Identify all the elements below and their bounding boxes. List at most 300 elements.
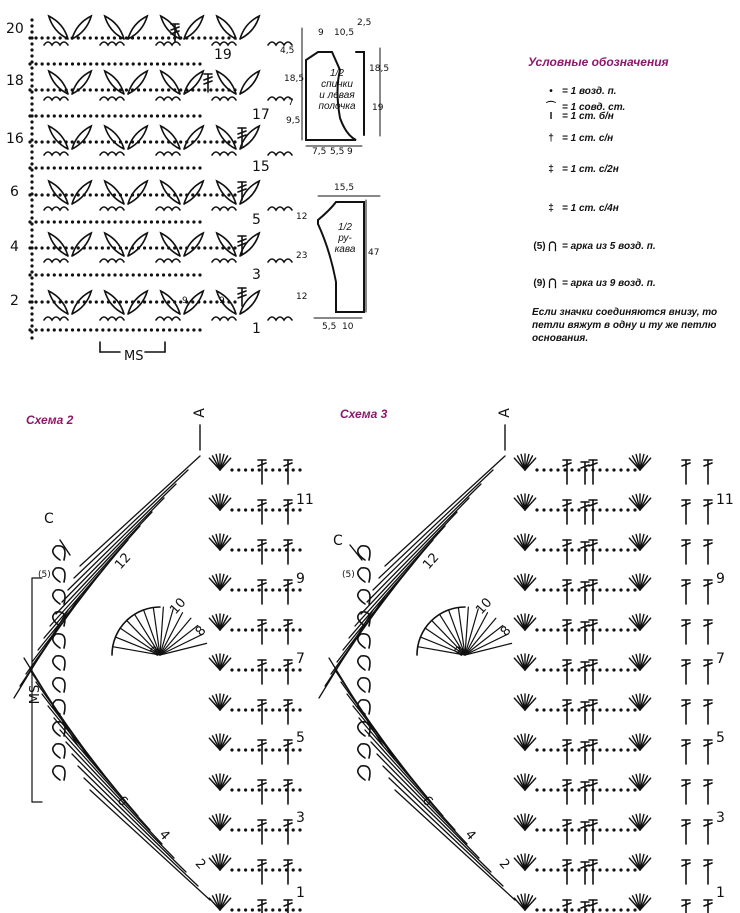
chain-stitch <box>549 548 552 551</box>
chain-stitch <box>619 628 622 631</box>
chain-icon: • <box>549 86 553 97</box>
chain-stitch <box>30 270 33 273</box>
chain-stitch <box>577 628 580 631</box>
chain-stitch <box>209 140 212 143</box>
scallop-arch <box>44 97 68 100</box>
chain-stitch <box>71 273 74 276</box>
chain-stitch <box>591 668 594 671</box>
row-number-20: 20 <box>6 21 24 37</box>
arch-leaf <box>128 126 147 149</box>
chain-stitch <box>34 62 37 65</box>
chain-stitch <box>198 114 201 117</box>
arch-5-icon: (5) ⋂ <box>533 241 557 252</box>
chain-stitch <box>626 748 629 751</box>
chain-stitch <box>251 908 254 911</box>
arch-leaf <box>49 16 68 39</box>
chain-stitch <box>101 140 104 143</box>
chain-stitch <box>203 140 206 143</box>
chain-stitch <box>198 328 201 331</box>
chain-stitch <box>83 273 86 276</box>
dc-row-diagonal <box>383 766 491 872</box>
chain-stitch <box>107 220 110 223</box>
chain-stitch <box>598 708 601 711</box>
arch-5 <box>53 766 65 780</box>
chain-stitch <box>535 708 538 711</box>
chain-stitch <box>77 246 80 249</box>
chain-stitch <box>101 88 104 91</box>
row-number: 1 <box>296 885 305 901</box>
chain-stitch <box>83 328 86 331</box>
dc-row-diagonal <box>389 778 503 886</box>
arch-label: (5) <box>38 570 51 580</box>
chain-stitch <box>40 193 43 196</box>
chain-stitch <box>626 548 629 551</box>
dc-row-diagonal <box>371 742 467 844</box>
arch-9-icon: (9) ⋂ <box>533 278 557 289</box>
chain-stitch <box>30 204 33 207</box>
chain-stitch <box>577 588 580 591</box>
arch-leaf <box>161 233 180 256</box>
chain-stitch <box>278 788 281 791</box>
chain-stitch <box>619 708 622 711</box>
chain-stitch <box>285 708 288 711</box>
arch-leaf <box>49 126 68 149</box>
chain-stitch <box>244 868 247 871</box>
arch-count-label: 9 <box>219 296 225 306</box>
chain-stitch <box>30 48 33 51</box>
repeat-ms-label: MS <box>124 349 144 364</box>
chain-stitch <box>591 788 594 791</box>
row-number: 1 <box>716 885 725 901</box>
chain-stitch <box>271 748 274 751</box>
chain-stitch <box>95 246 98 249</box>
chain-stitch <box>612 748 615 751</box>
chain-stitch <box>40 88 43 91</box>
dim-label: 4,5 <box>280 46 295 56</box>
chain-stitch <box>95 193 98 196</box>
chain-stitch <box>40 140 43 143</box>
chain-stitch <box>258 908 261 911</box>
chain-stitch <box>46 246 49 249</box>
chain-stitch <box>535 548 538 551</box>
chain-stitch <box>570 708 573 711</box>
chain-stitch <box>278 748 281 751</box>
chain-stitch <box>605 868 608 871</box>
chain-stitch <box>230 468 233 471</box>
chain-stitch <box>138 273 141 276</box>
chain-stitch <box>619 748 622 751</box>
chain-stitch <box>258 748 261 751</box>
chain-stitch <box>30 66 33 69</box>
dim-label: 9,5 <box>286 116 301 126</box>
chain-stitch <box>53 273 56 276</box>
chain-stitch <box>144 273 147 276</box>
chain-stitch <box>633 788 636 791</box>
chain-stitch <box>41 114 44 117</box>
arch-label: (5) <box>342 570 355 580</box>
chain-stitch <box>71 220 74 223</box>
chain-stitch <box>144 328 147 331</box>
chain-stitch <box>30 42 33 45</box>
chain-stitch <box>162 114 165 117</box>
scheme-3-title: Схема 3 <box>340 407 388 421</box>
chain-stitch <box>179 246 182 249</box>
chain-stitch <box>186 166 189 169</box>
fan-stitch <box>465 613 488 655</box>
chain-stitch <box>125 193 128 196</box>
chain-stitch <box>46 193 49 196</box>
chain-stitch <box>271 908 274 911</box>
chain-stitch <box>230 668 233 671</box>
chain-stitch <box>577 668 580 671</box>
chain-stitch <box>271 548 274 551</box>
chain-stitch <box>237 788 240 791</box>
chain-stitch <box>150 114 153 117</box>
scallop-arch <box>44 317 68 320</box>
scallop-arch <box>100 207 124 210</box>
chain-stitch <box>95 140 98 143</box>
chain-stitch <box>83 114 86 117</box>
chain-stitch <box>47 62 50 65</box>
scallop-arch <box>156 42 180 45</box>
chain-stitch <box>47 273 50 276</box>
chain-stitch <box>605 788 608 791</box>
chain-stitch <box>40 36 43 39</box>
chain-stitch <box>251 868 254 871</box>
chain-stitch <box>119 114 122 117</box>
chain-stitch <box>143 36 146 39</box>
chain-stitch <box>77 114 80 117</box>
chain-stitch <box>563 868 566 871</box>
chain-stitch <box>155 140 158 143</box>
chain-stitch <box>549 748 552 751</box>
dim-label: 18,5 <box>284 74 305 84</box>
scallop-arch <box>44 42 68 45</box>
chain-stitch <box>30 18 33 21</box>
chain-stitch <box>30 258 33 261</box>
scallop-arch <box>268 152 292 155</box>
legend-item-arch-9: (9) ⋂ = арка из 9 возд. п. <box>528 278 656 289</box>
chain-stitch <box>192 220 195 223</box>
chain-stitch <box>126 114 129 117</box>
chain-stitch <box>150 62 153 65</box>
chain-stitch <box>264 548 267 551</box>
arch-leaf <box>72 233 91 256</box>
chain-stitch <box>542 588 545 591</box>
chain-stitch <box>251 588 254 591</box>
chain-stitch <box>132 114 135 117</box>
arch-5 <box>53 744 65 758</box>
arch-leaf <box>72 71 91 94</box>
chain-stitch <box>285 628 288 631</box>
chain-stitch <box>30 168 33 171</box>
chain-stitch <box>619 668 622 671</box>
chain-stitch <box>278 548 281 551</box>
chain-stitch <box>237 908 240 911</box>
chain-stitch <box>30 108 33 111</box>
chain-stitch <box>95 62 98 65</box>
chain-stitch <box>113 62 116 65</box>
chain-stitch <box>113 300 116 303</box>
arch-5 <box>358 744 370 758</box>
chain-stitch <box>542 908 545 911</box>
chain-stitch <box>633 468 636 471</box>
chain-stitch <box>59 220 62 223</box>
chain-stitch <box>30 174 33 177</box>
chain-stitch <box>271 508 274 511</box>
chain-stitch <box>626 508 629 511</box>
chain-stitch <box>59 166 62 169</box>
chain-stitch <box>30 114 33 117</box>
chain-stitch <box>149 300 152 303</box>
chain-stitch <box>77 220 80 223</box>
arch-5 <box>358 766 370 780</box>
chain-stitch <box>264 828 267 831</box>
chain-stitch <box>570 908 573 911</box>
chain-stitch <box>244 668 247 671</box>
arch-5 <box>358 634 370 648</box>
chain-stitch <box>46 140 49 143</box>
dim-label: 12 <box>296 292 308 302</box>
chain-stitch <box>30 324 33 327</box>
chain-stitch <box>71 328 74 331</box>
scallop-arch <box>100 259 124 262</box>
chain-stitch <box>30 318 33 321</box>
chain-stitch <box>271 788 274 791</box>
chain-stitch <box>144 62 147 65</box>
arch-5 <box>358 590 370 604</box>
row-number-diagonal: 4 <box>461 827 479 844</box>
chain-stitch <box>119 62 122 65</box>
chain-stitch <box>244 748 247 751</box>
chain-stitch <box>251 708 254 711</box>
chain-stitch <box>59 273 62 276</box>
chain-stitch <box>598 908 601 911</box>
chain-stitch <box>633 828 636 831</box>
chain-stitch <box>230 708 233 711</box>
dc-row-diagonal <box>90 790 210 900</box>
dc-row-diagonal <box>329 658 383 746</box>
chain-stitch <box>264 468 267 471</box>
chain-stitch <box>285 908 288 911</box>
dc-row-diagonal <box>395 790 515 900</box>
chain-stitch <box>591 628 594 631</box>
chain-stitch <box>577 828 580 831</box>
chain-stitch <box>168 62 171 65</box>
chain-stitch <box>156 114 159 117</box>
chain-stitch <box>577 748 580 751</box>
chain-stitch <box>612 908 615 911</box>
chain-stitch <box>71 62 74 65</box>
chain-stitch <box>271 868 274 871</box>
chain-stitch <box>126 273 129 276</box>
chain-stitch <box>612 588 615 591</box>
chain-stitch <box>612 668 615 671</box>
chain-stitch <box>605 708 608 711</box>
chain-stitch <box>89 246 92 249</box>
chain-stitch <box>591 468 594 471</box>
dim-label: 15,5 <box>334 183 355 193</box>
scheme-2-title: Схема 2 <box>26 413 74 427</box>
chain-stitch <box>271 668 274 671</box>
chain-stitch <box>556 788 559 791</box>
chain-stitch <box>53 88 56 91</box>
chain-stitch <box>186 273 189 276</box>
chain-stitch <box>34 273 37 276</box>
chain-stitch <box>77 140 80 143</box>
chain-stitch <box>264 868 267 871</box>
chain-stitch <box>549 588 552 591</box>
row-number-diagonal: 10 <box>167 595 190 618</box>
arch-leaf <box>217 181 236 204</box>
chain-stitch <box>186 62 189 65</box>
chain-stitch <box>161 246 164 249</box>
chain-stitch <box>132 62 135 65</box>
chain-stitch <box>137 300 140 303</box>
chain-stitch <box>107 273 110 276</box>
chain-stitch <box>34 166 37 169</box>
chain-stitch <box>101 246 104 249</box>
single-crochet-icon: I <box>549 111 553 122</box>
chain-stitch <box>138 114 141 117</box>
chain-stitch <box>34 36 37 39</box>
chain-stitch <box>174 273 177 276</box>
chain-stitch <box>626 908 629 911</box>
chain-stitch <box>113 36 116 39</box>
arch-leaf <box>72 16 91 39</box>
chain-stitch <box>174 62 177 65</box>
chain-stitch <box>258 548 261 551</box>
chain-stitch <box>292 828 295 831</box>
chain-stitch <box>285 548 288 551</box>
chain-stitch <box>77 273 80 276</box>
chain-stitch <box>244 468 247 471</box>
chain-stitch <box>65 300 68 303</box>
row-number: 7 <box>296 651 305 667</box>
chain-stitch <box>535 628 538 631</box>
chain-stitch <box>278 508 281 511</box>
chain-stitch <box>30 312 33 315</box>
arch-leaf <box>128 16 147 39</box>
chain-stitch <box>264 908 267 911</box>
chain-stitch <box>180 166 183 169</box>
row-number-diagonal: 4 <box>155 827 173 844</box>
chain-stitch <box>298 748 301 751</box>
chain-stitch <box>149 246 152 249</box>
chain-stitch <box>156 62 159 65</box>
chain-stitch <box>577 508 580 511</box>
chain-stitch <box>30 72 33 75</box>
chain-stitch <box>542 708 545 711</box>
chain-stitch <box>605 468 608 471</box>
chain-stitch <box>292 548 295 551</box>
chain-stitch <box>233 300 236 303</box>
chain-stitch <box>30 162 33 165</box>
chain-stitch <box>577 468 580 471</box>
chain-stitch <box>150 220 153 223</box>
chain-stitch <box>30 282 33 285</box>
chain-stitch <box>143 246 146 249</box>
chain-stitch <box>591 908 594 911</box>
chain-stitch <box>298 628 301 631</box>
chain-stitch <box>59 114 62 117</box>
chain-stitch <box>626 868 629 871</box>
chain-stitch <box>155 246 158 249</box>
chain-stitch <box>107 62 110 65</box>
chain-stitch <box>549 908 552 911</box>
chain-stitch <box>95 273 98 276</box>
dim-label: 5,5 <box>322 322 337 332</box>
legend-item-quad-crochet: ‡ = 1 ст. с/4н <box>540 203 619 214</box>
chain-stitch <box>161 36 164 39</box>
chain-stitch <box>251 788 254 791</box>
chain-stitch <box>556 828 559 831</box>
chain-stitch <box>570 828 573 831</box>
row-number-18: 18 <box>6 73 24 89</box>
chain-stitch <box>285 788 288 791</box>
chain-stitch <box>89 193 92 196</box>
chain-stitch <box>161 193 164 196</box>
chain-stitch <box>71 114 74 117</box>
chain-stitch <box>41 220 44 223</box>
chain-stitch <box>65 220 68 223</box>
chain-stitch <box>619 868 622 871</box>
chain-stitch <box>150 273 153 276</box>
chain-stitch <box>192 273 195 276</box>
chain-stitch <box>619 468 622 471</box>
chain-stitch <box>137 36 140 39</box>
chain-stitch <box>605 508 608 511</box>
chain-stitch <box>598 748 601 751</box>
chain-stitch <box>264 668 267 671</box>
chain-stitch <box>535 748 538 751</box>
chain-stitch <box>549 668 552 671</box>
chain-stitch <box>237 828 240 831</box>
chain-stitch <box>292 748 295 751</box>
row-number: 11 <box>296 492 314 508</box>
chain-stitch <box>227 193 230 196</box>
chain-stitch <box>549 828 552 831</box>
chain-stitch <box>34 193 37 196</box>
chain-stitch <box>125 88 128 91</box>
chain-stitch <box>34 328 37 331</box>
chain-stitch <box>233 193 236 196</box>
chain-stitch <box>285 508 288 511</box>
chain-stitch <box>46 300 49 303</box>
chain-stitch <box>47 220 50 223</box>
chain-stitch <box>150 328 153 331</box>
chain-stitch <box>605 668 608 671</box>
chain-stitch <box>619 908 622 911</box>
chain-stitch <box>298 548 301 551</box>
chain-stitch <box>107 246 110 249</box>
chain-stitch <box>30 186 33 189</box>
chain-stitch <box>244 548 247 551</box>
row-number-diagonal: 12 <box>420 550 443 573</box>
chain-stitch <box>59 193 62 196</box>
chain-stitch <box>30 54 33 57</box>
scallop-arch <box>156 259 180 262</box>
chain-stitch <box>180 328 183 331</box>
chain-stitch <box>53 328 56 331</box>
chain-stitch <box>30 144 33 147</box>
chain-stitch <box>101 62 104 65</box>
chain-stitch <box>174 220 177 223</box>
scallop-arch <box>156 97 180 100</box>
arch-leaf <box>184 233 203 256</box>
chain-stitch <box>34 246 37 249</box>
chain-stitch <box>107 193 110 196</box>
